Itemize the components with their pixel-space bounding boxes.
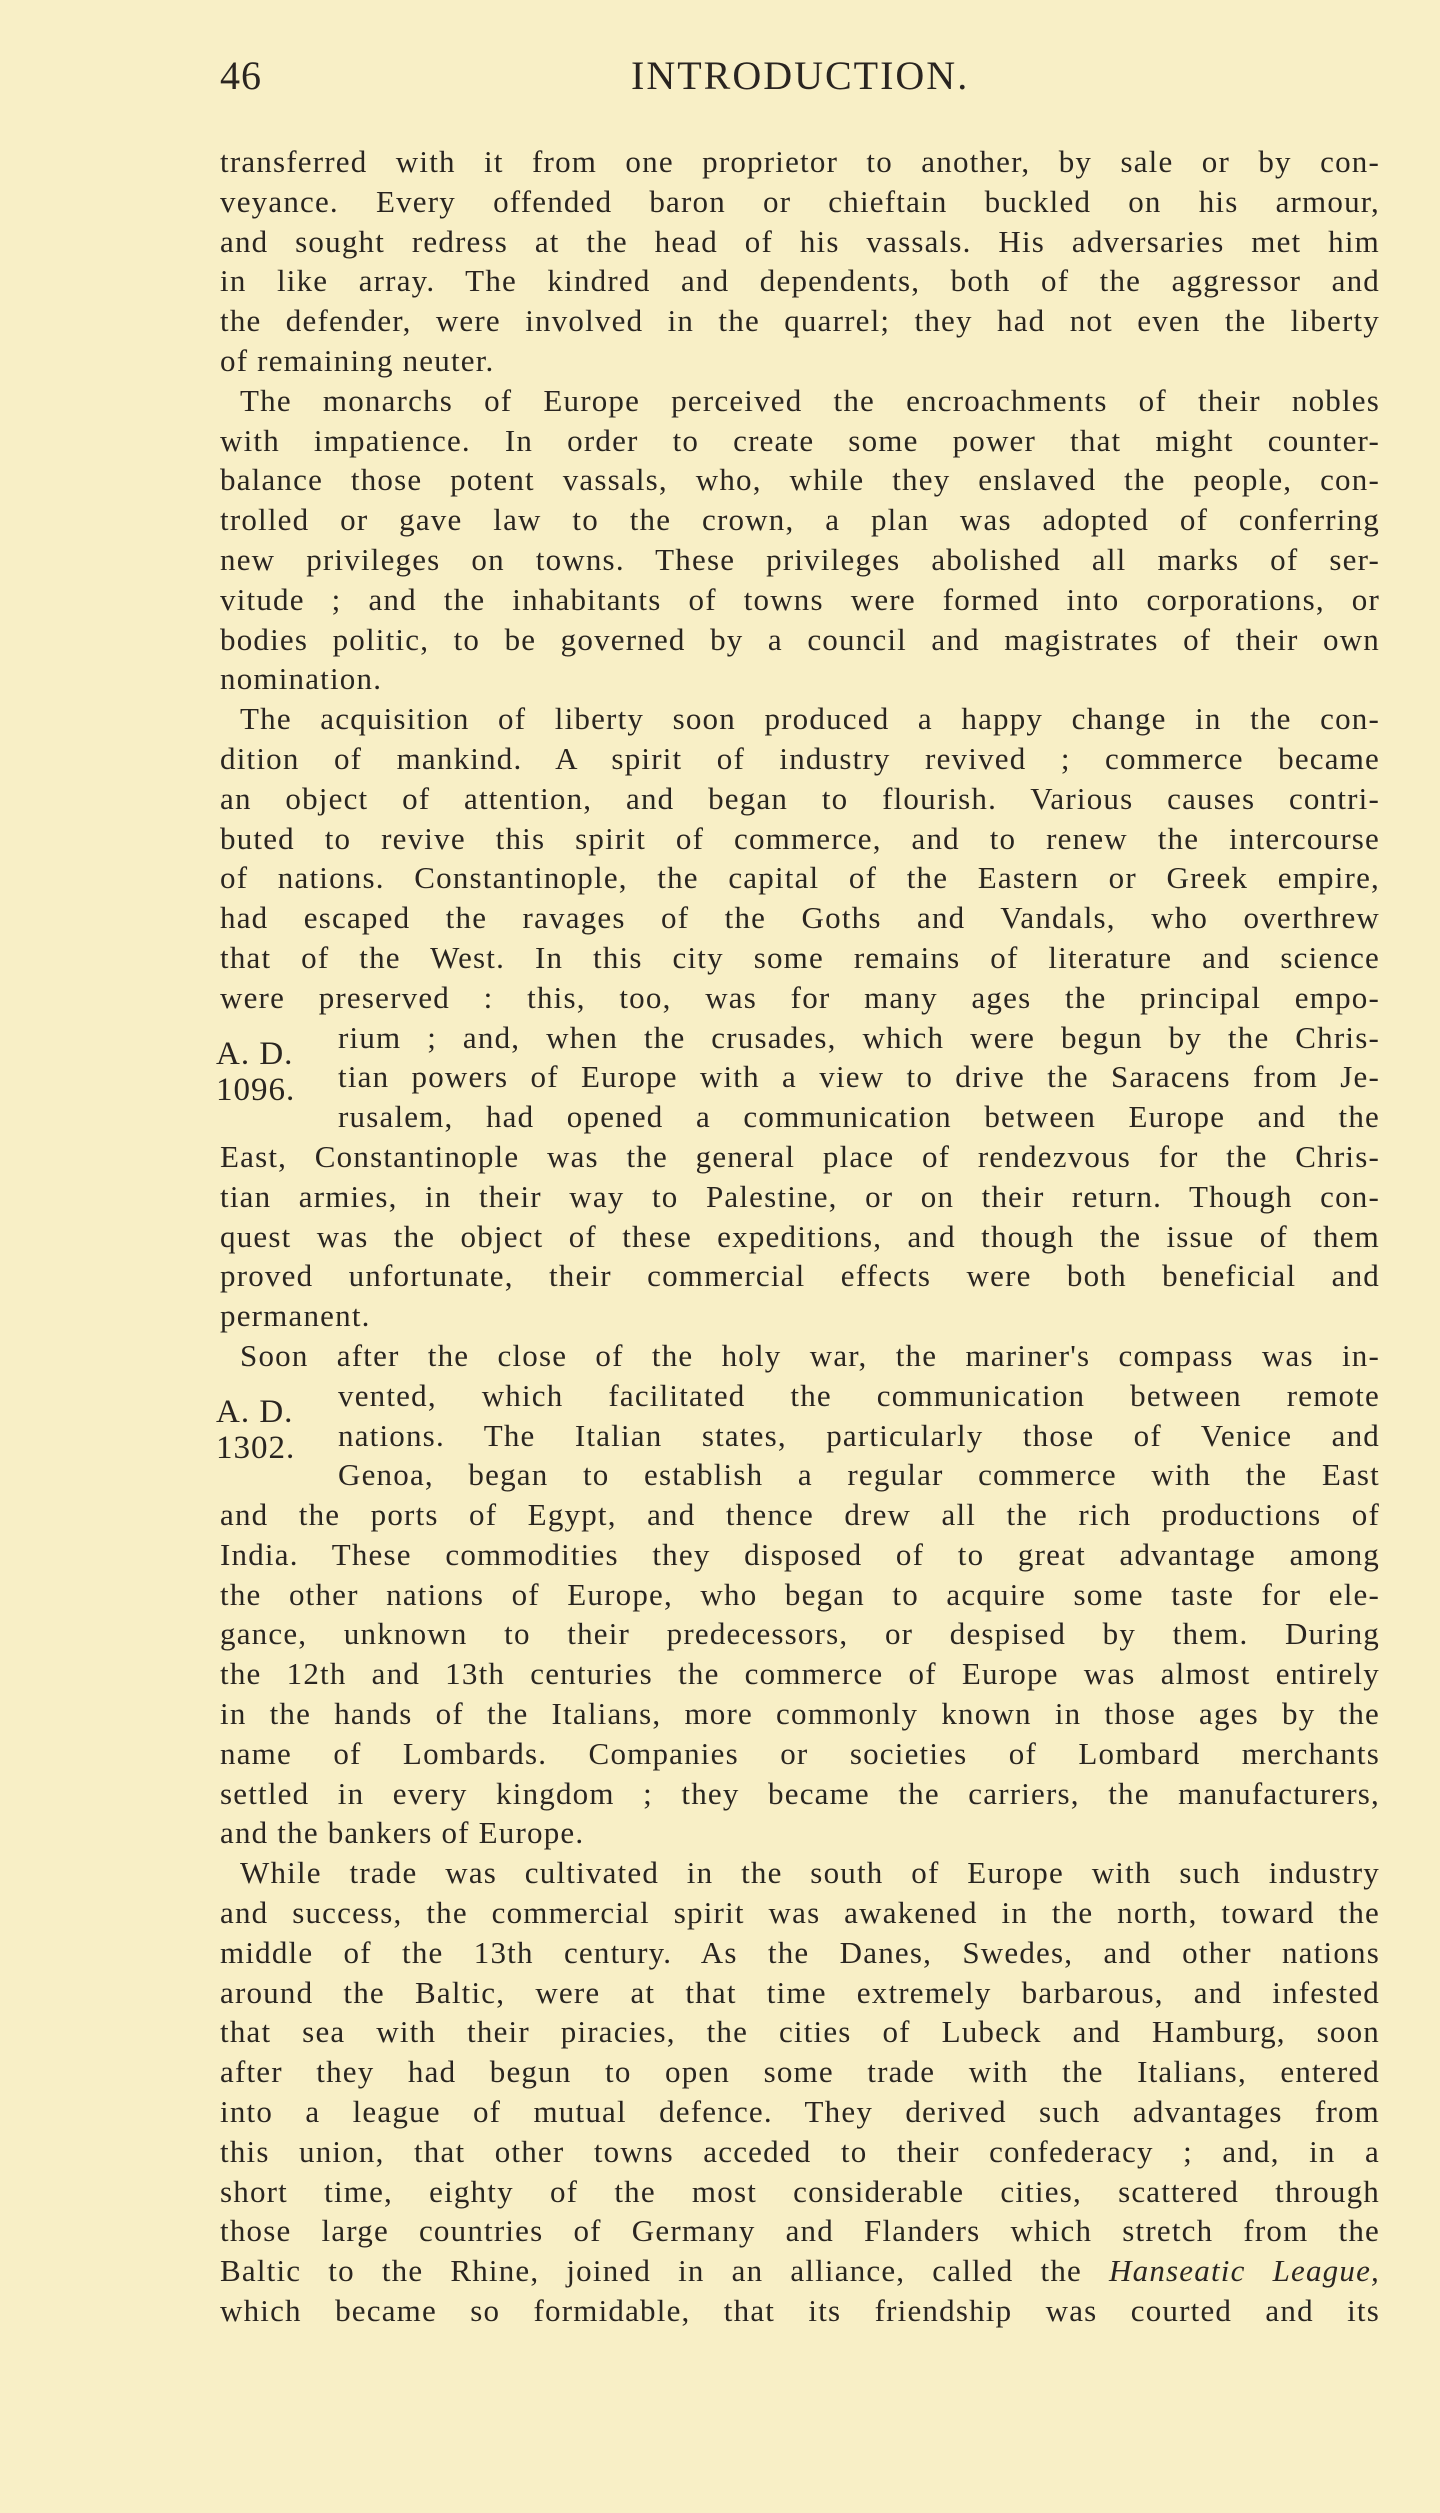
margin-note-year: 1096. bbox=[216, 1071, 296, 1108]
text-line bbox=[220, 620, 1380, 660]
line-text: after they had begun to open some trade with the Italians, entered bbox=[220, 2054, 1380, 2090]
text-line bbox=[220, 2132, 1380, 2172]
line-text: name of Lombards. Companies or societies of Lombard merchants bbox=[220, 1735, 1380, 1771]
text-line bbox=[220, 1813, 1380, 1853]
line-text: Soon after the close of the holy war, the mariner's compass was in- bbox=[240, 1337, 1380, 1373]
text-line bbox=[220, 1177, 1380, 1217]
text-line bbox=[220, 301, 1380, 341]
text-line bbox=[220, 421, 1380, 461]
line-text: of remaining neuter. bbox=[220, 342, 495, 378]
line-text: East, Constantinople was the general place of rendezvous for the Chris- bbox=[220, 1138, 1380, 1174]
text-line bbox=[220, 341, 1380, 381]
line-text: proved unfortunate, their commercial effects were both beneficial and bbox=[220, 1258, 1380, 1294]
line-text: vitude ; and the inhabitants of towns were formed into corporations, or bbox=[220, 581, 1380, 617]
line-text: nations. The Italian states, particularly those of Venice and bbox=[338, 1417, 1380, 1453]
text-line bbox=[220, 779, 1380, 819]
page-body-text bbox=[216, 142, 1380, 2331]
margin-note-date bbox=[216, 1036, 295, 1108]
text-line bbox=[220, 1495, 1380, 1535]
text-line bbox=[220, 2211, 1380, 2251]
line-text: vented, which facilitated the communication between remote bbox=[338, 1377, 1380, 1413]
line-text: in like array. The kindred and dependents, both of the aggressor and bbox=[220, 263, 1380, 299]
line-text: an object of attention, and began to flourish. Various causes contri- bbox=[220, 780, 1380, 816]
text-line bbox=[220, 1336, 1380, 1376]
text-line bbox=[220, 500, 1380, 540]
line-text: rusalem, had opened a communication between Europe and the bbox=[338, 1099, 1380, 1135]
text-line bbox=[220, 1296, 1380, 1336]
line-text: new privileges on towns. These privileges abolished all marks of ser- bbox=[220, 541, 1380, 577]
text-line bbox=[220, 1853, 1380, 1893]
text-line bbox=[220, 1614, 1380, 1654]
text-line bbox=[220, 2092, 1380, 2132]
text-line bbox=[220, 1734, 1380, 1774]
line-text: the defender, were involved in the quarrel; they had not even the liberty bbox=[220, 303, 1380, 339]
line-text: balance those potent vassals, who, while they enslaved the people, con- bbox=[220, 462, 1380, 498]
line-text: While trade was cultivated in the south of Europe with such industry bbox=[240, 1855, 1380, 1891]
line-text: middle of the 13th century. As the Danes, Swedes, and other nations bbox=[220, 1934, 1380, 1970]
text-line bbox=[220, 898, 1380, 938]
line-text: those large countries of Germany and Flanders which stretch from the bbox=[220, 2213, 1380, 2249]
text-line bbox=[220, 978, 1380, 1018]
line-text: Genoa, began to establish a regular commerce with the East bbox=[338, 1457, 1380, 1493]
text-line bbox=[220, 182, 1380, 222]
text-line bbox=[220, 2251, 1380, 2291]
running-header bbox=[216, 52, 1386, 102]
text-line bbox=[220, 1057, 1380, 1097]
text-line bbox=[220, 381, 1380, 421]
line-text: rium ; and, when the crusades, which were begun by the Chris- bbox=[338, 1019, 1380, 1055]
line-text: settled in every kingdom ; they became the carriers, the manufacturers, bbox=[220, 1775, 1380, 1811]
line-text: and the bankers of Europe. bbox=[220, 1815, 585, 1851]
text-line bbox=[220, 2012, 1380, 2052]
line-text: had escaped the ravages of the Goths and Vandals, who overthrew bbox=[220, 900, 1380, 936]
text-line bbox=[220, 938, 1380, 978]
text-line bbox=[220, 659, 1380, 699]
text-line bbox=[220, 261, 1380, 301]
text-line bbox=[220, 1654, 1380, 1694]
text-line bbox=[220, 699, 1380, 739]
line-text: buted to revive this spirit of commerce, and to renew the intercourse bbox=[220, 820, 1380, 856]
line-text: this union, that other towns acceded to their confederacy ; and, in a bbox=[220, 2133, 1380, 2169]
text-line bbox=[220, 1137, 1380, 1177]
text-line bbox=[220, 1694, 1380, 1734]
text-line bbox=[220, 2052, 1380, 2092]
line-text: gance, unknown to their predecessors, or despised by them. During bbox=[220, 1616, 1380, 1652]
line-text: trolled or gave law to the crown, a plan was adopted of conferring bbox=[220, 502, 1380, 538]
margin-note-era: A. D. bbox=[216, 1035, 294, 1072]
line-text: veyance. Every offended baron or chieftain buckled on his armour, bbox=[220, 183, 1380, 219]
text-line bbox=[220, 819, 1380, 859]
text-line bbox=[220, 1893, 1380, 1933]
text-line bbox=[220, 1774, 1380, 1814]
text-line bbox=[220, 1973, 1380, 2013]
line-text: Baltic to the Rhine, joined in an alliance, called the bbox=[220, 2253, 1110, 2289]
text-line bbox=[220, 858, 1380, 898]
text-line bbox=[220, 1376, 1380, 1416]
line-text: into a league of mutual defence. They derived such advantages from bbox=[220, 2094, 1380, 2130]
line-text: in the hands of the Italians, more commonly known in those ages by the bbox=[220, 1696, 1380, 1732]
line-text: tian armies, in their way to Palestine, or on their return. Though con- bbox=[220, 1178, 1380, 1214]
margin-note-date bbox=[216, 1394, 295, 1466]
line-text: and the ports of Egypt, and thence drew all the rich productions of bbox=[220, 1497, 1380, 1533]
line-text: that sea with their piracies, the cities of Lubeck and Hamburg, soon bbox=[220, 2014, 1380, 2050]
margin-note-year: 1302. bbox=[216, 1429, 296, 1466]
text-line bbox=[220, 2291, 1380, 2331]
line-text: were preserved : this, too, was for many ages the principal empo- bbox=[220, 979, 1380, 1015]
text-line bbox=[220, 1018, 1380, 1058]
text-line bbox=[220, 1455, 1380, 1495]
text-line bbox=[220, 222, 1380, 262]
line-text: The monarchs of Europe perceived the encroachments of their nobles bbox=[240, 382, 1380, 418]
line-text: nomination. bbox=[220, 661, 383, 697]
text-line bbox=[220, 739, 1380, 779]
page-number: 46 bbox=[220, 53, 262, 98]
text-line bbox=[220, 1217, 1380, 1257]
line-text: around the Baltic, were at that time extremely barbarous, and infested bbox=[220, 1974, 1380, 2010]
line-text: which became so formidable, that its friendship was courted and its bbox=[220, 2293, 1380, 2329]
text-line bbox=[220, 1933, 1380, 1973]
line-text: quest was the object of these expeditions, and though the issue of them bbox=[220, 1218, 1380, 1254]
text-line bbox=[220, 1575, 1380, 1615]
line-text: the other nations of Europe, who began to acquire some taste for ele- bbox=[220, 1576, 1380, 1612]
text-line bbox=[220, 1416, 1380, 1456]
line-text: and success, the commercial spirit was awakened in the north, toward the bbox=[220, 1895, 1380, 1931]
line-text: The acquisition of liberty soon produced a happy change in the con- bbox=[240, 701, 1380, 737]
line-text: and sought redress at the head of his vassals. His adversaries met him bbox=[220, 223, 1380, 259]
text-line bbox=[220, 460, 1380, 500]
margin-note-era: A. D. bbox=[216, 1393, 294, 1430]
text-line bbox=[220, 1535, 1380, 1575]
line-text: short time, eighty of the most considerable cities, scattered through bbox=[220, 2173, 1380, 2209]
text-line bbox=[220, 1097, 1380, 1137]
text-line bbox=[220, 580, 1380, 620]
line-text: tian powers of Europe with a view to drive the Saracens from Je- bbox=[338, 1059, 1380, 1095]
italic-term: Hanseatic League, bbox=[1109, 2253, 1380, 2289]
text-line bbox=[220, 142, 1380, 182]
line-text: that of the West. In this city some remains of literature and science bbox=[220, 939, 1380, 975]
text-line bbox=[220, 1256, 1380, 1296]
line-text: transferred with it from one proprietor to another, by sale or by con- bbox=[220, 144, 1380, 179]
line-text: the 12th and 13th centuries the commerce of Europe was almost entirely bbox=[220, 1656, 1380, 1692]
text-line bbox=[220, 2172, 1380, 2212]
running-title: INTRODUCTION. bbox=[631, 53, 970, 98]
line-text: dition of mankind. A spirit of industry revived ; commerce became bbox=[220, 740, 1380, 776]
line-text: permanent. bbox=[220, 1298, 371, 1334]
line-text: with impatience. In order to create some power that might counter- bbox=[220, 422, 1380, 458]
line-text: bodies politic, to be governed by a council and magistrates of their own bbox=[220, 621, 1380, 657]
line-text: India. These commodities they disposed of to great advantage among bbox=[220, 1536, 1380, 1572]
line-text: of nations. Constantinople, the capital of the Eastern or Greek empire, bbox=[220, 860, 1380, 896]
text-line bbox=[220, 540, 1380, 580]
